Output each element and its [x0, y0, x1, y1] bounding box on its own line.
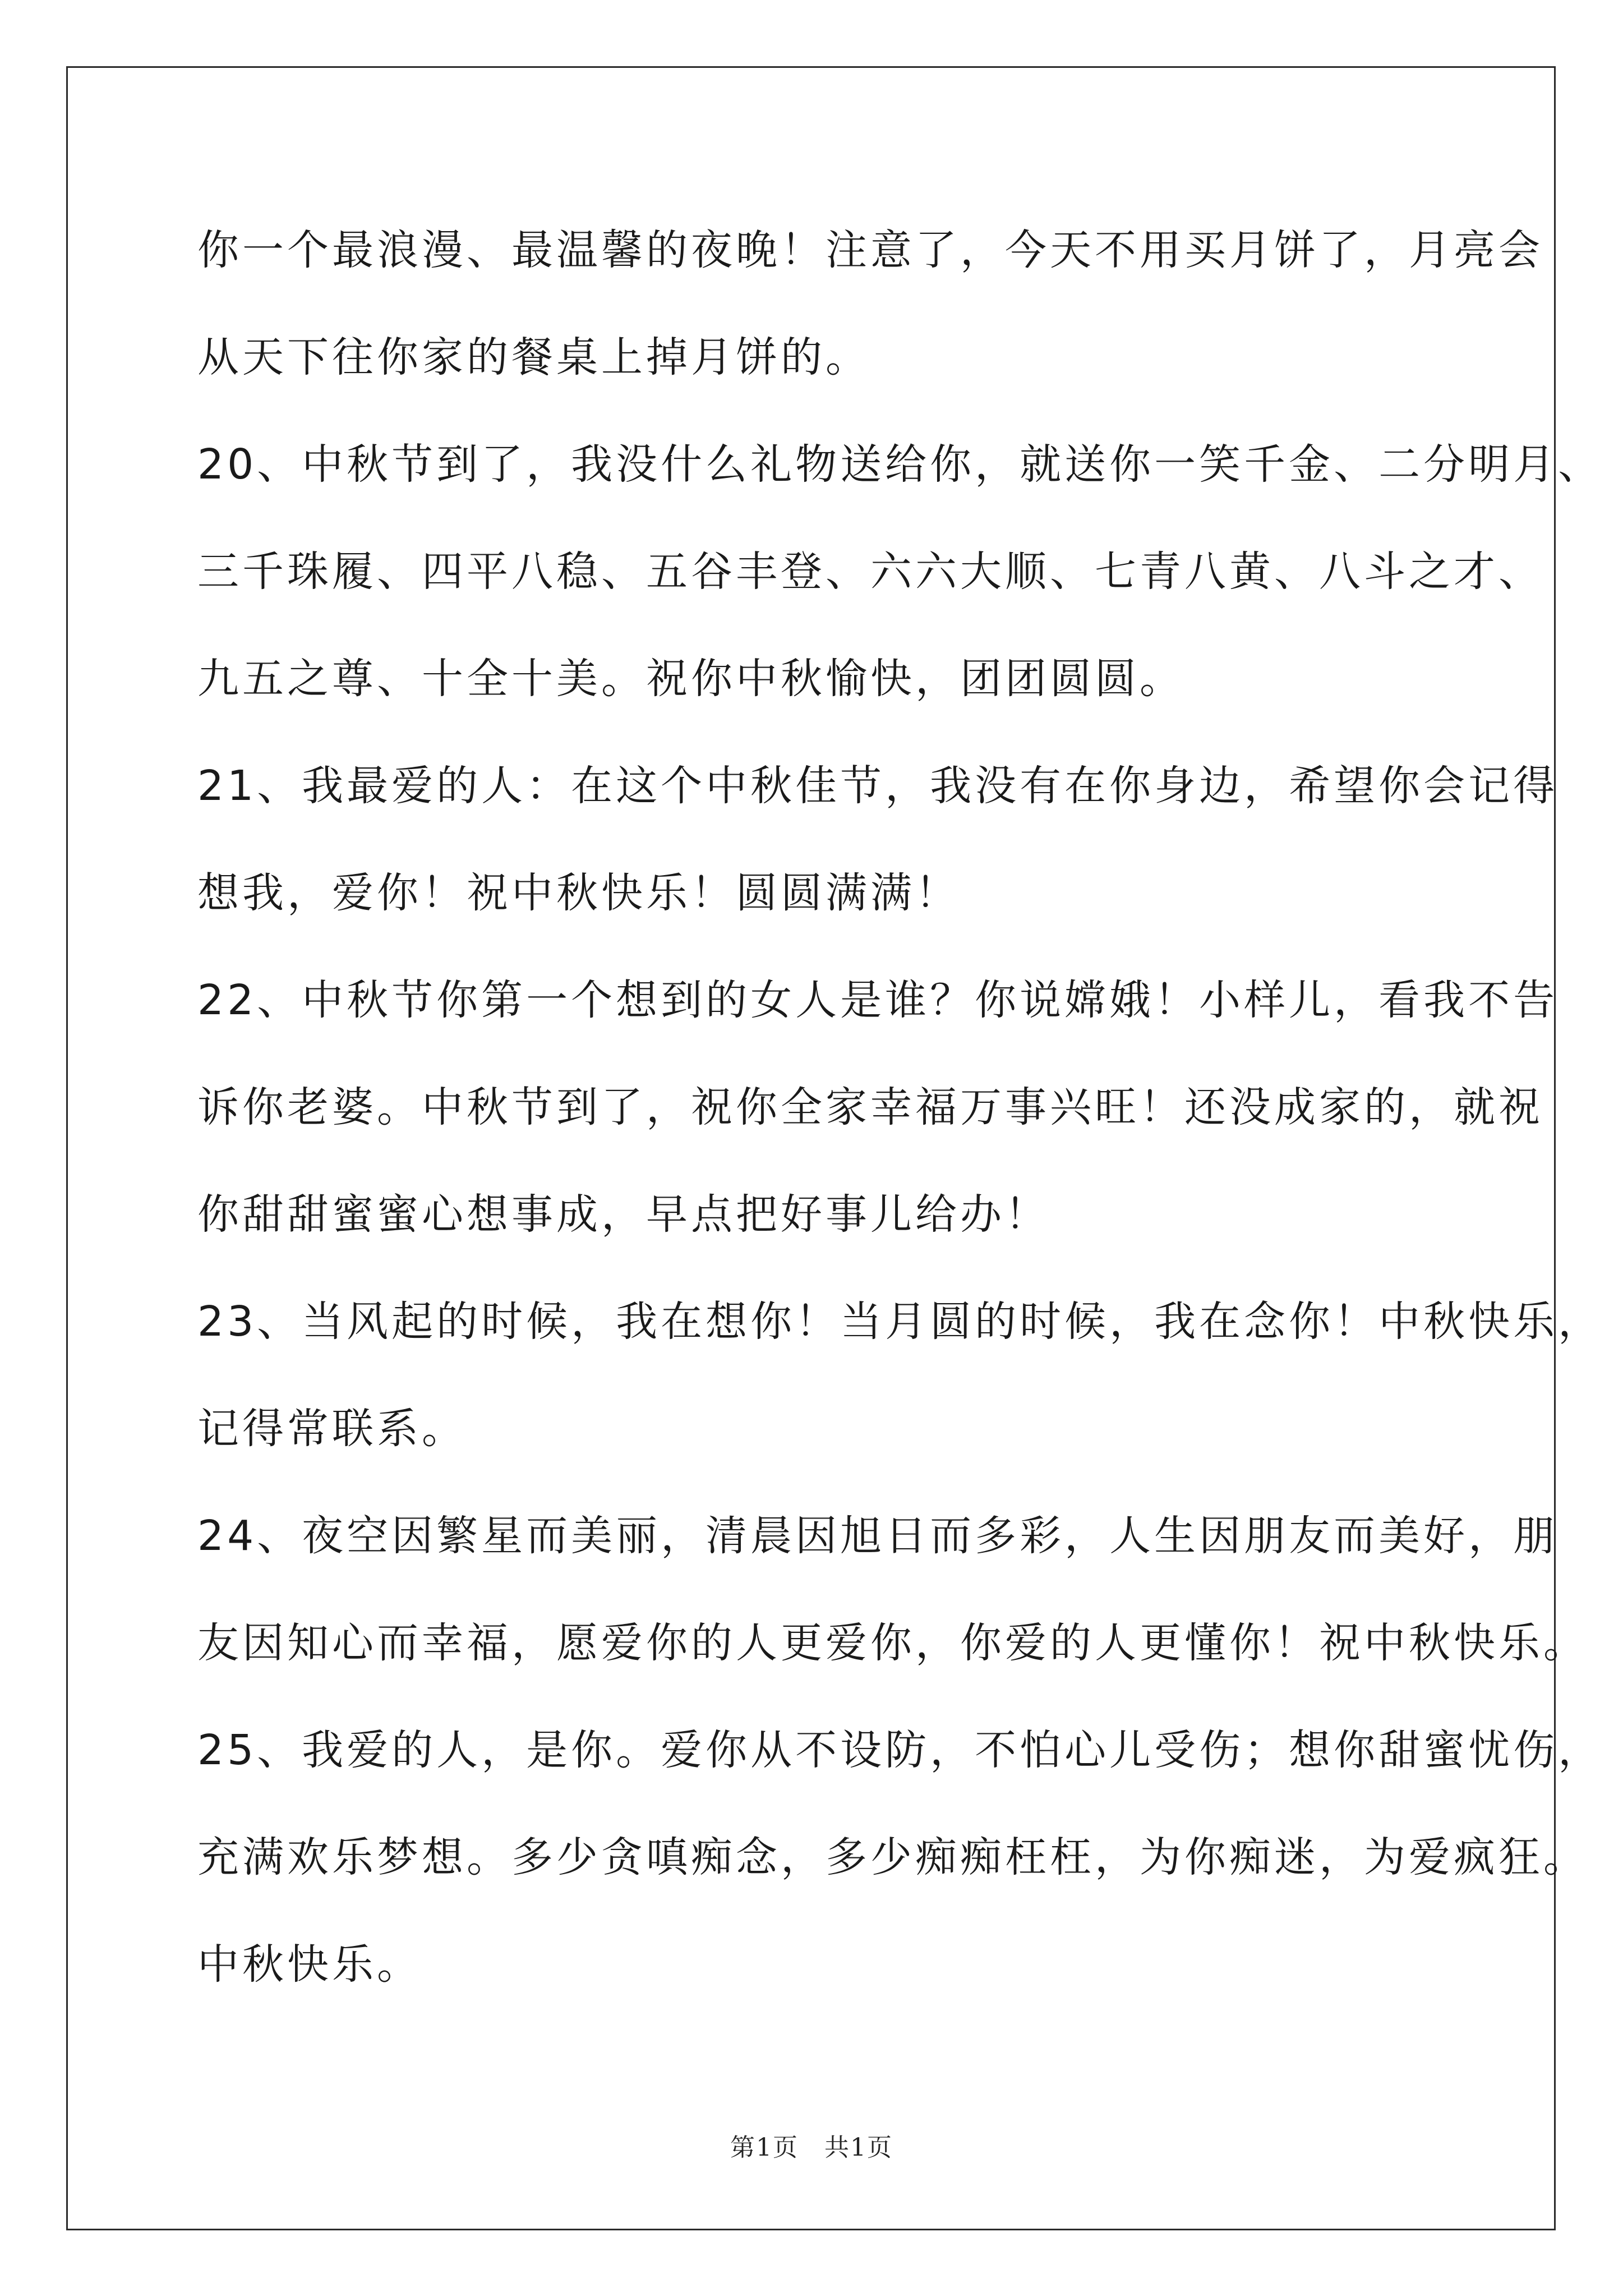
text-line: 20、中秋节到了，我没什么礼物送给你，就送你一笑千金、二分明月、 — [197, 440, 1603, 489]
text-line: 中秋快乐。 — [197, 1940, 422, 1989]
text-line: 23、当风起的时候，我在想你！当月圆的时候，我在念你！中秋快乐， — [197, 1297, 1603, 1346]
text-line: 想我，爱你！祝中秋快乐！圆圆满满！ — [197, 869, 960, 917]
text-line: 你甜甜蜜蜜心想事成，早点把好事儿给办！ — [197, 1190, 1050, 1239]
page-number-footer: 第1页 共1页 — [730, 2133, 893, 2162]
text-line: 三千珠履、四平八稳、五谷丰登、六六大顺、七青八黄、八斗之才、 — [197, 547, 1543, 596]
text-line: 25、我爱的人，是你。爱你从不设防，不怕心儿受伤；想你甜蜜忧伤， — [197, 1726, 1603, 1774]
document-body — [197, 223, 1603, 2044]
text-line: 21、我最爱的人：在这个中秋佳节，我没有在你身边，希望你会记得 — [197, 762, 1559, 810]
text-line: 友因知心而幸福，愿爱你的人更爱你，你爱的人更懂你！祝中秋快乐。 — [197, 1619, 1588, 1667]
text-line: 22、中秋节你第一个想到的女人是谁？你说嫦娥！小样儿，看我不告 — [197, 976, 1559, 1024]
text-line: 24、夜空因繁星而美丽，清晨因旭日而多彩，人生因朋友而美好，朋 — [197, 1512, 1559, 1560]
text-line: 记得常联系。 — [197, 1405, 467, 1453]
text-line: 你一个最浪漫、最温馨的夜晚！注意了，今天不用买月饼了，月亮会 — [197, 226, 1543, 274]
text-line: 从天下往你家的餐桌上掉月饼的。 — [197, 333, 870, 381]
text-line: 九五之尊、十全十美。祝你中秋愉快，团团圆圆。 — [197, 655, 1184, 703]
text-line: 充满欢乐梦想。多少贪嗔痴念，多少痴痴枉枉，为你痴迷，为爱疯狂。 — [197, 1833, 1588, 1881]
text-line: 诉你老婆。中秋节到了，祝你全家幸福万事兴旺！还没成家的，就祝 — [197, 1083, 1543, 1131]
